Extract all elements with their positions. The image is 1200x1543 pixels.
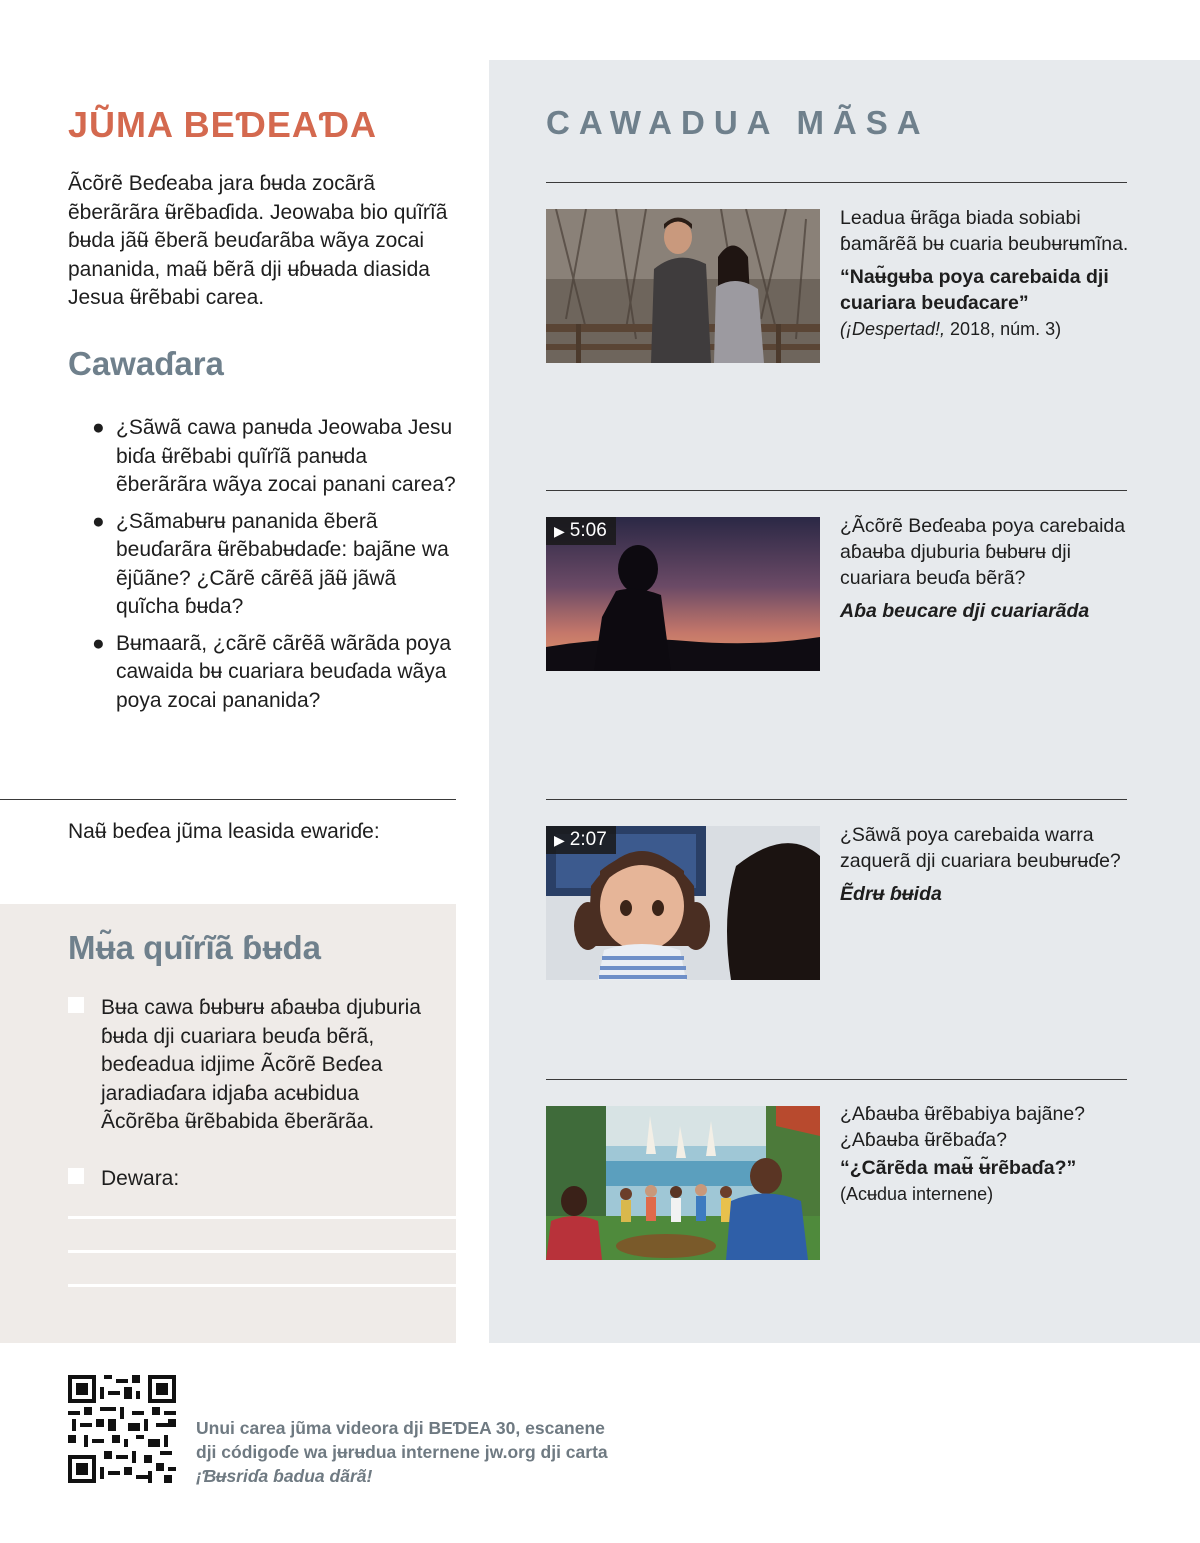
video-info	[840, 513, 1130, 624]
play-icon: ▶	[554, 523, 565, 539]
item-source: (Acʉdua internene)	[840, 1184, 994, 1204]
item-description: ¿Aɓaʉba ʉ̃rẽbabiya bajãne? ¿Aɓaʉba ʉ̃rẽbaɗ́a?	[840, 1103, 1086, 1151]
item-title[interactable]: “¿Cãrẽda maʉ̃ ʉ̃rẽbaɗa?”	[840, 1157, 1077, 1179]
goal-item-other[interactable]	[68, 1165, 438, 1194]
question-list	[92, 414, 457, 723]
write-line[interactable]	[68, 1216, 456, 1219]
item-title[interactable]: Aɓa beucare dji cuariarãda	[840, 600, 1090, 622]
bullet-icon: ●	[92, 509, 105, 533]
divider	[546, 799, 1127, 800]
checkbox[interactable]	[68, 997, 84, 1013]
item-source: (¡Despertad!, 2018, núm. 3)	[840, 319, 1062, 339]
bullet-icon: ●	[92, 631, 105, 655]
article-thumbnail[interactable]	[546, 209, 820, 363]
footer-line: dji códigoɗe wa jʉrʉdua internene jw.org dji carta	[196, 1442, 608, 1462]
goal-item[interactable]	[68, 994, 438, 1137]
question-item: ● Bʉmaarã, ¿cãrẽ cãrẽã wãrãda poya cawaida bʉ cuariara beuɗada wãya poya zocai pananida?	[92, 631, 452, 712]
footer-line: ¡Ɓʉsriɗa ɓadua dãrã!	[196, 1466, 373, 1486]
video-duration: ▶ 2:07	[546, 826, 616, 854]
qr-code-icon[interactable]	[68, 1375, 176, 1483]
divider	[0, 799, 456, 800]
goal-item-text: Dewara:	[101, 1167, 180, 1190]
video-thumbnail[interactable]	[546, 517, 820, 671]
video-info	[840, 822, 1130, 907]
summary-title: JŨMA BEƊEAƊA	[68, 104, 377, 145]
video-thumbnail[interactable]	[546, 826, 820, 980]
questions-title: Cawaɗara	[68, 345, 224, 382]
divider	[546, 490, 1127, 491]
goal-title: Mʉ̃a quĩrĩã ɓʉda	[68, 929, 322, 966]
item-description: ¿Sãwã poya carebaida warra zaquerã dji cuariara beubʉrʉɗe?	[840, 824, 1121, 872]
footer-line: Unui carea jũma videora dji BEƊEA 30, escanene	[196, 1418, 605, 1438]
item-description: Leadua ʉ̃rãga biada sobiabi ɓamãrẽã bʉ cuaria beubʉrʉmĩna.	[840, 207, 1129, 255]
explore-title: CAWADUA MÃSA	[546, 104, 930, 141]
question-item: ● ¿Sãwã cawa panʉda Jeowaba Jesu biɗa ʉ̃rẽbabi quĩrĩã panʉda ẽberãrãra wãya zocai panani carea?	[92, 416, 456, 496]
write-line[interactable]	[68, 1284, 456, 1287]
divider	[546, 1079, 1127, 1080]
summary-text: Ãcõrẽ Beɗeaba jara ɓʉda zocãrã ẽberãrãra ʉ̃rẽbaɗida. Jeowaba bio quĩrĩã ɓʉda jãʉ̃ ẽberã beuɗarãba wãya zocai pananida, maʉ̃ bẽrã dji ʉɓʉada diasida Jesua ʉ̃rẽbabi carea.	[68, 172, 448, 309]
write-line[interactable]	[68, 1250, 456, 1253]
article-info	[840, 205, 1130, 342]
goal-item-text: Bʉa cawa ɓʉbʉrʉ aɓaʉba djuburia ɓʉda dji cuariara beuɗa bẽrã, beɗeadua idjime Ãcõrẽ Beɗea jaradiaɗara idjaɓa acʉbidua Ãcõrẽba ʉ̃rẽbabida ẽberãrãa.	[101, 996, 421, 1133]
paradise-illustration	[546, 1106, 820, 1260]
item-title[interactable]: Ẽdrʉ ɓʉida	[840, 883, 942, 905]
item-description: ¿Ãcõrẽ Beɗeaba poya carebaida aɓaʉba djuburia ɓʉbʉrʉ dji cuariara beuɗa bẽrã?	[840, 515, 1126, 589]
play-icon: ▶	[554, 832, 565, 848]
item-title[interactable]: “Naʉ̃gʉba poya carebaida dji cuariara beuɗacare”	[840, 266, 1109, 314]
couple-photo	[546, 209, 820, 363]
checkbox[interactable]	[68, 1168, 84, 1184]
question-item: ● ¿Sãmabʉrʉ pananida ẽberã beuɗarãra ʉ̃rẽbabʉdaɗe: bajãne wa ẽjũãne? ¿Cãrẽ cãrẽã jãʉ̃ jãwã quĩcha ɓʉda?	[92, 509, 449, 618]
footer-note	[196, 1416, 656, 1488]
video-duration: ▶ 5:06	[546, 517, 616, 545]
also-read-text: Naʉ̃ beɗea jũma leasida ewariɗe:	[68, 820, 380, 843]
article-info	[840, 1101, 1130, 1207]
divider	[546, 182, 1127, 183]
bullet-icon: ●	[92, 416, 105, 439]
article-thumbnail[interactable]	[546, 1106, 820, 1260]
